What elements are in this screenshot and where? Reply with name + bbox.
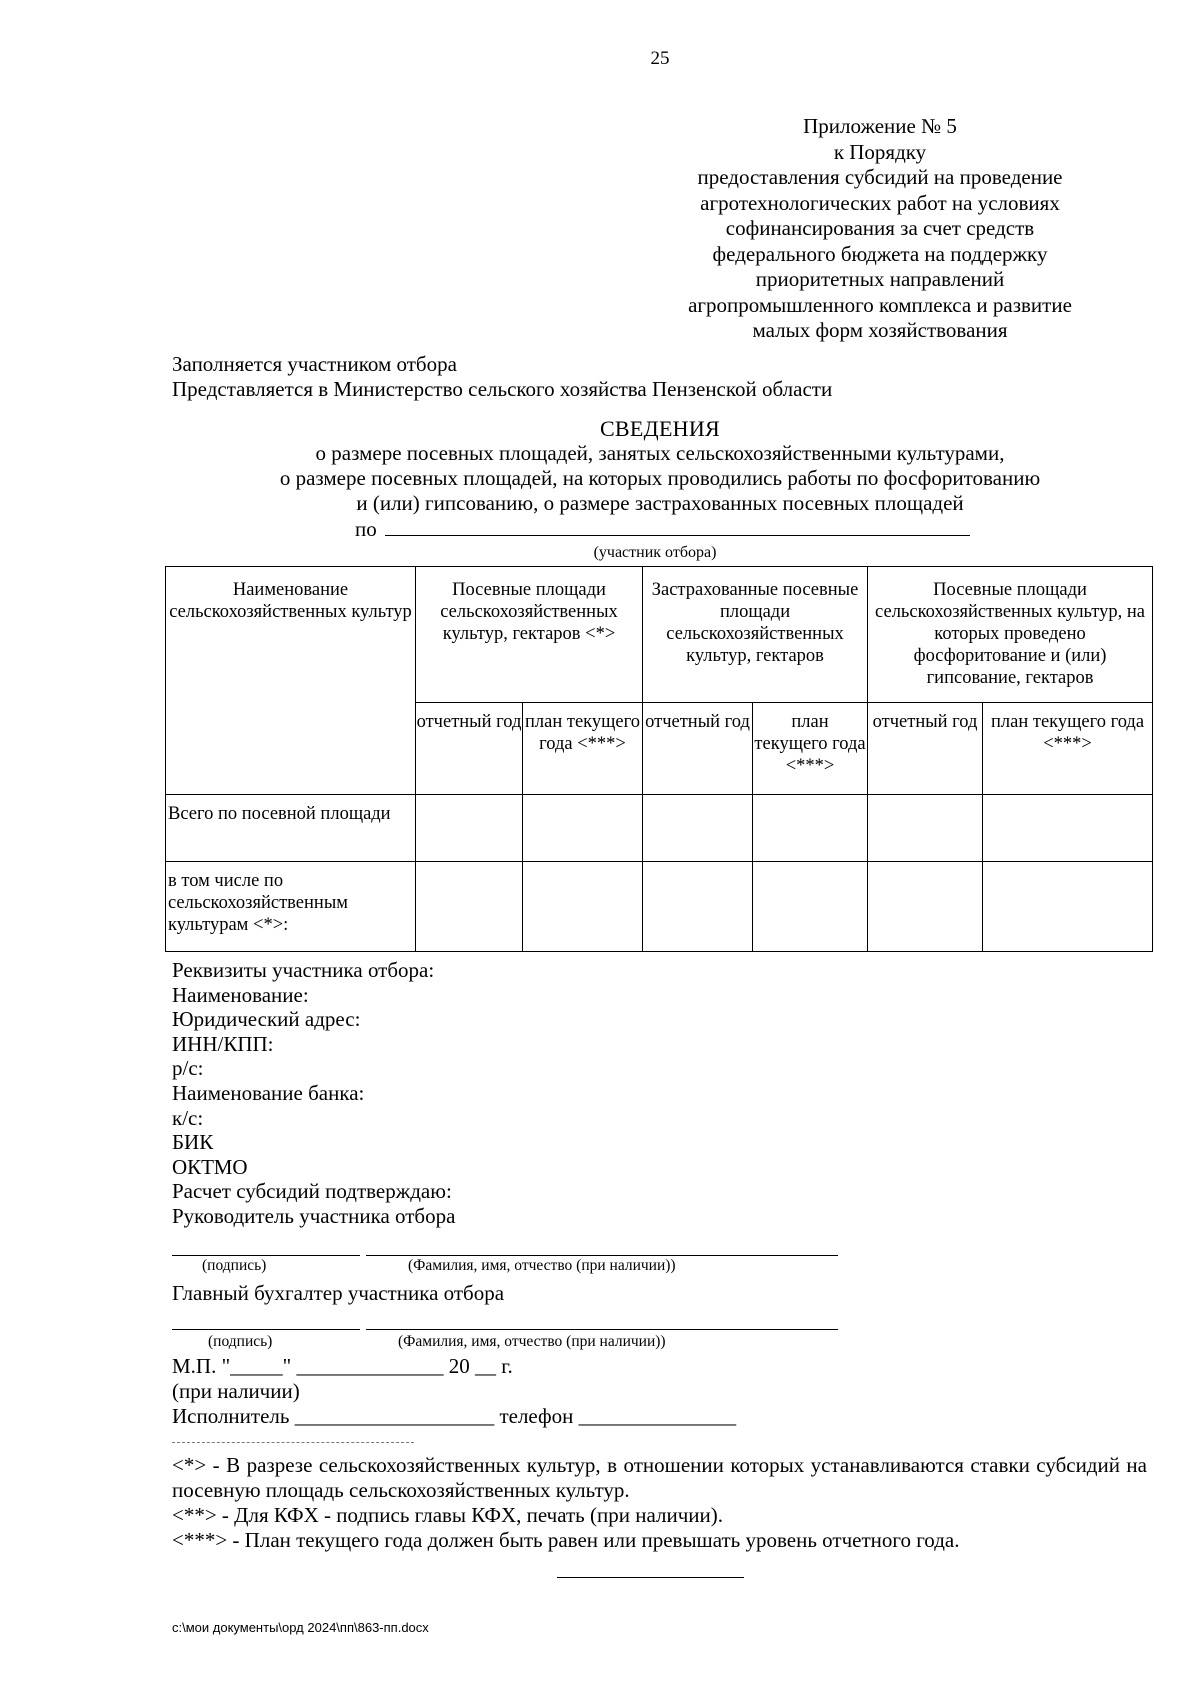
table-cell: [523, 795, 643, 862]
table-cell: [868, 862, 983, 952]
table-row: [166, 862, 1153, 952]
appendix-line: малых форм хозяйствования: [752, 318, 1008, 342]
footnote-1: <*> - В разрезе сельскохозяйственных культур, в отношении которых устанавливаются ставки субсидий на посевную площадь сельскохозяйственных культур.: [172, 1453, 1147, 1502]
appendix-line: к Порядку: [833, 139, 927, 164]
footnote-3: <***> - План текущего года должен быть равен или превышать уровень отчетного года.: [172, 1528, 960, 1552]
table-cell: [523, 862, 643, 952]
header-sown-area: Посевные площади сельскохозяйственных культур, гектаров <*>: [416, 567, 643, 703]
footnote-2: <**> - Для КФХ - подпись главы КФХ, печать (при наличии).: [172, 1503, 723, 1527]
header-phosphorite-area: Посевные площади сельскохозяйственных культур, на которых проведено фосфоритование и (или) гипсование, гектаров: [868, 567, 1153, 703]
appendix-line: предоставления субсидий на проведение: [697, 165, 1063, 189]
accountant-signature-caption: (подпись): [208, 1333, 273, 1350]
chief-accountant-label: Главный бухгалтер участника отбора: [172, 1281, 505, 1305]
requisites-line: БИК: [172, 1130, 214, 1155]
requisites-line: ИНН/КПП:: [172, 1031, 274, 1056]
executor-line: Исполнитель ___________________ телефон _______________: [172, 1404, 737, 1428]
participant-caption: (участник отбора): [593, 544, 717, 561]
po-label: по: [355, 517, 377, 541]
requisites-line: к/с:: [172, 1105, 204, 1130]
appendix-block: [660, 114, 1100, 344]
stamp-date-line: М.П. "_____" ______________ 20 __ г.: [172, 1354, 513, 1378]
requisites-line: ОКТМО: [172, 1154, 248, 1179]
footnote-separator: [172, 1442, 414, 1443]
requisites-line: Наименование:: [172, 982, 309, 1007]
document-heading: [210, 416, 1110, 516]
head-fio-line: [366, 1255, 838, 1256]
table-cell: [643, 795, 753, 862]
document-title: СВЕДЕНИЯ: [599, 416, 721, 441]
head-fio-caption: (Фамилия, имя, отчество (при наличии)): [408, 1257, 676, 1274]
areas-table: [165, 566, 1153, 952]
table-row: [166, 795, 1153, 862]
file-path: c:\мои документы\орд 2024\пп\863-пп.docx: [172, 1620, 429, 1635]
footnotes-block: [172, 1453, 1147, 1553]
accountant-fio-caption: (Фамилия, имя, отчество (при наличии)): [398, 1333, 666, 1350]
header-plan-year: план текущего года <***>: [983, 703, 1153, 795]
end-rule: [557, 1577, 744, 1578]
header-reporting-year: отчетный год: [643, 703, 753, 795]
header-insured-area: Застрахованные посевные площади сельскохозяйственных культур, гектаров: [643, 567, 868, 703]
participant-line: [355, 517, 970, 542]
appendix-line: федерального бюджета на поддержку: [712, 241, 1048, 266]
header-plan-year: план текущего года <***>: [753, 703, 868, 795]
row-label-total: Всего по посевной площади: [166, 795, 416, 862]
appendix-line: приоритетных направлений: [755, 267, 1005, 291]
table-cell: [983, 862, 1153, 952]
requisites-line: Юридический адрес:: [172, 1007, 361, 1032]
table-cell: [868, 795, 983, 862]
appendix-line: агропромышленного комплекса и развитие: [688, 292, 1072, 317]
table-cell: [753, 862, 868, 952]
head-signature-caption: (подпись): [202, 1257, 267, 1274]
accountant-signature-line: [172, 1329, 360, 1330]
appendix-line: агротехнологических работ на условиях: [700, 190, 1060, 215]
table-cell: [983, 795, 1153, 862]
accountant-fio-line: [366, 1329, 838, 1330]
head-signature-line: [172, 1255, 360, 1256]
fill-note-line: Заполняется участником отбора: [172, 352, 457, 376]
requisites-line: Расчет субсидий подтверждаю:: [172, 1179, 452, 1204]
requisites-block: [172, 958, 455, 1229]
header-reporting-year: отчетный год: [416, 703, 523, 795]
requisites-line: Реквизиты участника отбора:: [172, 958, 435, 982]
header-reporting-year: отчетный год: [868, 703, 983, 795]
table-cell: [416, 795, 523, 862]
heading-line: о размере посевных площадей, занятых сельскохозяйственными культурами,: [315, 441, 1005, 465]
requisites-line: Наименование банка:: [172, 1080, 365, 1105]
table-cell: [416, 862, 523, 952]
appendix-line: Приложение № 5: [803, 114, 957, 138]
header-crop-name: Наименование сельскохозяйственных культур: [166, 567, 416, 795]
requisites-line: Руководитель участника отбора: [172, 1203, 456, 1228]
heading-line: о размере посевных площадей, на которых проводились работы по фосфоритованию: [279, 466, 1041, 490]
requisites-line: р/с:: [172, 1056, 204, 1081]
fill-note: [172, 352, 832, 402]
participant-blank: [385, 517, 970, 536]
submit-note-line: Представляется в Министерство сельского хозяйства Пензенской области: [172, 377, 833, 401]
appendix-line: софинансирования за счет средств: [725, 216, 1035, 240]
table-cell: [643, 862, 753, 952]
heading-line: и (или) гипсованию, о размере застрахованных посевных площадей: [356, 491, 964, 515]
table-cell: [753, 795, 868, 862]
stamp-if-any: (при наличии): [172, 1379, 300, 1403]
row-label-by-crops: в том числе по сельскохозяйственным культурам <*>:: [166, 862, 416, 952]
page-number: 25: [650, 48, 670, 69]
header-plan-year: план текущего года <***>: [523, 703, 643, 795]
